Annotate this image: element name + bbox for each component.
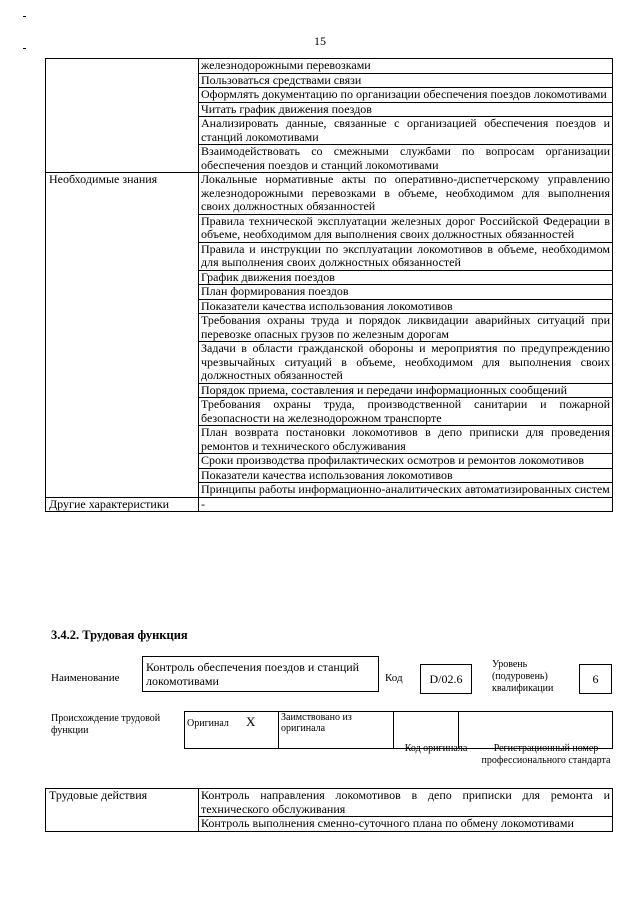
section-heading: 3.4.2. Трудовая функция [51,628,188,642]
name-label: Наименование [51,672,120,684]
actions-label: Трудовые действия [46,789,199,832]
action-item: Контроль направления локомотивов в депо приписки для ремонта и технического обслуживания [199,789,613,817]
row-item: Правила и инструкции по эксплуатации локомотивов в объеме, необходимом для выполнения своих должностных обязанностей [199,242,613,270]
code-caption: Код оригинала [404,743,468,754]
table-row [46,173,613,215]
row-item: Взаимодействовать со смежными службами по вопросам организации обеспечения поездов и станций локомотивами [199,145,613,173]
row-label: Другие характеристики [46,497,199,512]
row-item: График движения поездов [199,270,613,285]
requirements-table [45,58,613,512]
table-row [46,59,613,74]
code-label: Код [385,672,403,684]
row-item: Задачи в области гражданской обороны и мероприятия по предупреждению чрезвычайных ситуаций в объеме, необходимом для выполнения своих должностных обязанностей [199,342,613,384]
page-number: 15 [314,34,326,48]
row-item: Локальные нормативные акты по оперативно-диспетчерскому управлению железнодорожными перевозками в объеме, необходимом для выполнения своих должностных обязанностей [199,173,613,215]
table-row [46,789,613,817]
row-item: железнодорожными перевозками [199,59,613,74]
name-box [142,656,379,692]
actions-table [45,788,613,832]
function-level: 6 [592,672,599,686]
borrowed-label: Заимствовано из оригинала [281,712,352,734]
row-label [46,59,199,173]
row-item: План возврата постановки локомотивов в депо приписки для проведения ремонтов и технического обслуживания [199,426,613,454]
original-label: Оригинал [187,718,229,729]
code-box [420,664,472,694]
row-item: План формирования поездов [199,285,613,300]
row-item: Требования охраны труда и порядок ликвидации аварийных ситуаций при перевозке опасных грузов по железным дорогам [199,314,613,342]
row-item: Анализировать данные, связанные с организацией обеспечения поездов и станций локомотивами [199,117,613,145]
table-row [46,497,613,512]
origin-label: Происхождение трудовой функции [51,713,161,736]
margin-mark [23,16,26,17]
row-item: Показатели качества использования локомотивов [199,468,613,483]
level-label: Уровень (подуровень) квалификации [492,659,554,694]
row-item: Требования охраны труда, производственной санитарии и пожарной безопасности на железнодорожном транспорте [199,398,613,426]
action-item: Контроль выполнения сменно-суточного плана по обмену локомотивами [199,817,613,832]
original-mark: X [246,714,256,729]
row-item: Пользоваться средствами связи [199,73,613,88]
row-item: Показатели качества использования локомотивов [199,299,613,314]
row-item: - [199,497,613,512]
row-item: Порядок приема, составления и передачи информационных сообщений [199,383,613,398]
row-label: Необходимые знания [46,173,199,498]
row-item: Читать график движения поездов [199,102,613,117]
reg-caption: Регистрационный номер профессионального стандарта [481,743,611,766]
level-box [579,664,612,694]
row-item: Принципы работы информационно-аналитических автоматизированных систем [199,483,613,498]
function-code: D/02.6 [429,672,463,686]
row-item: Оформлять документацию по организации обеспечения поездов локомотивами [199,88,613,103]
row-item: Сроки производства профилактических осмотров и ремонтов локомотивов [199,454,613,469]
row-item: Правила технической эксплуатации железных дорог Российской Федерации в объеме, необходимом для выполнения своих должностных обязанностей [199,214,613,242]
function-name: Контроль обеспечения поездов и станций локомотивами [146,660,360,688]
